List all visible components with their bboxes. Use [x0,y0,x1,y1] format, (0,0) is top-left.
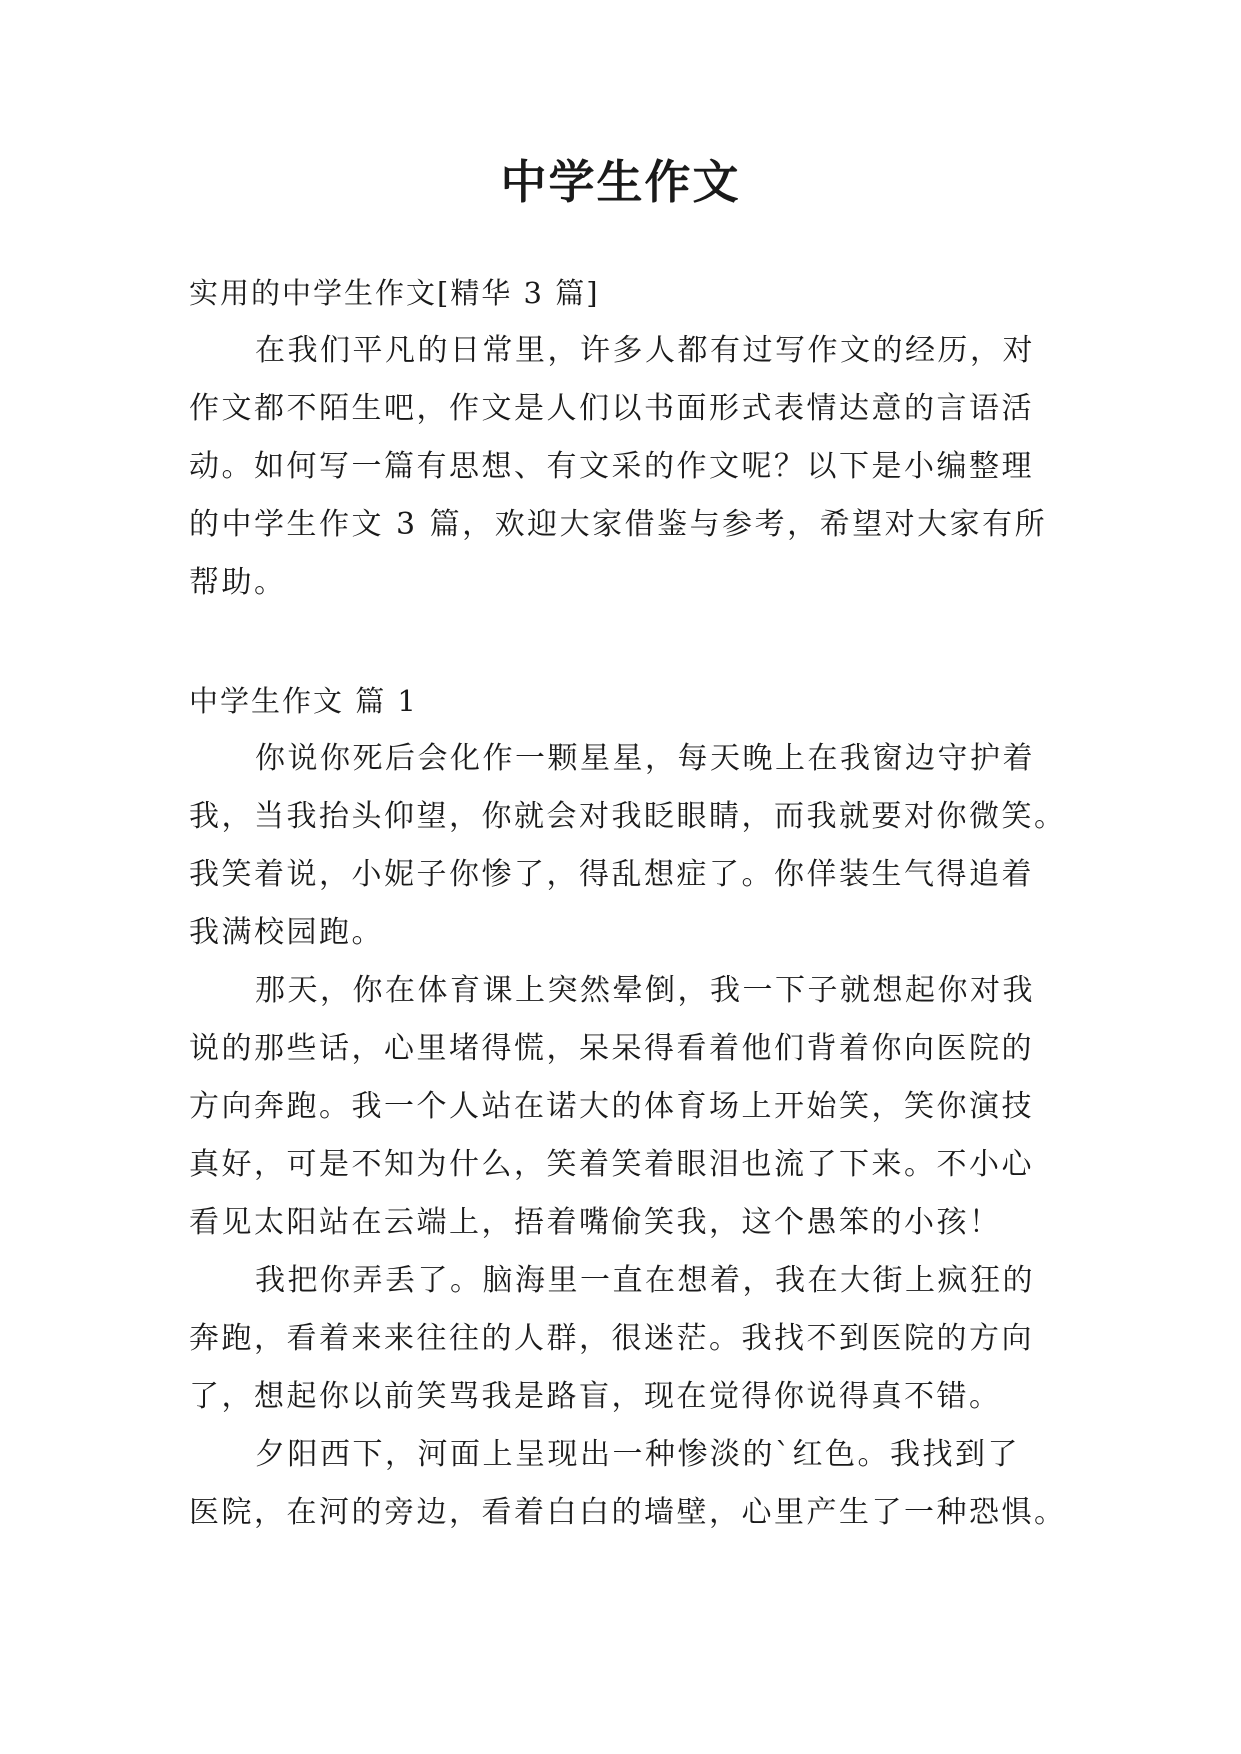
paragraph-line: 医院，在河的旁边，看着白白的墙壁，心里产生了一种恐惧。 [189,1495,1067,1530]
paragraph-line: 了，想起你以前笑骂我是路盲，现在觉得你说得真不错。 [189,1379,1002,1414]
intro-line: 的中学生作文 3 篇，欢迎大家借鉴与参考，希望对大家有所 [189,507,1048,542]
paragraph-line: 你说你死后会化作一颗星星，每天晚上在我窗边守护着 [255,741,1035,776]
essay-paragraph [189,962,1059,1252]
essay-paragraph [189,1252,1059,1426]
paragraph-line: 我把你弄丢了。脑海里一直在想着，我在大街上疯狂的 [255,1263,1035,1298]
intro-line: 帮助。 [189,565,287,600]
paragraph-line: 奔跑，看着来来往往的人群，很迷茫。我找不到医院的方向 [189,1321,1034,1356]
paragraph-line: 夕阳西下，河面上呈现出一种惨淡的`红色。我找到了 [255,1437,1020,1472]
essay-paragraph [189,730,1067,962]
intro-paragraph [189,322,1059,612]
paragraph-line: 说的那些话，心里堵得慌，呆呆得看着他们背着你向医院的 [189,1031,1034,1066]
intro-line: 在我们平凡的日常里，许多人都有过写作文的经历，对 [255,333,1035,368]
paragraph-line: 我满校园跑。 [189,915,384,950]
essay-paragraph [189,1426,1067,1542]
paragraph-line: 我，当我抬头仰望，你就会对我眨眼睛，而我就要对你微笑。 [189,799,1067,834]
section-heading: 中学生作文 篇 1 [189,684,418,718]
intro-line: 动。如何写一篇有思想、有文采的作文呢？以下是小编整理 [189,449,1034,484]
intro-line: 作文都不陌生吧，作文是人们以书面形式表情达意的言语活 [189,391,1034,426]
document-title: 中学生作文 [500,155,741,209]
document-subtitle: 实用的中学生作文[精华 3 篇] [189,276,600,310]
document-body [189,264,1067,1542]
paragraph-line: 真好，可是不知为什么，笑着笑着眼泪也流了下来。不小心 [189,1147,1034,1182]
paragraph-line: 我笑着说，小妮子你惨了，得乱想症了。你佯装生气得追着 [189,857,1034,892]
paragraph-line: 那天，你在体育课上突然晕倒，我一下子就想起你对我 [255,973,1035,1008]
paragraph-line: 方向奔跑。我一个人站在诺大的体育场上开始笑，笑你演技 [189,1089,1034,1124]
section-spacer [189,612,1059,672]
paragraph-line: 看见太阳站在云端上，捂着嘴偷笑我，这个愚笨的小孩！ [189,1205,1002,1240]
